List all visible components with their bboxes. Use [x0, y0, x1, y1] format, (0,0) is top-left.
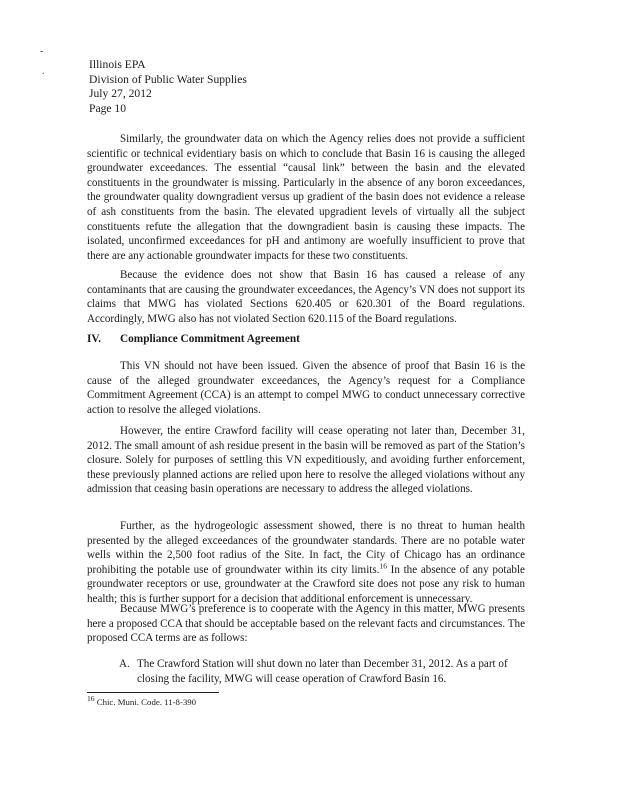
- body-paragraph: Because MWG’s preference is to cooperate with the Agency in this matter, MWG presents here a proposed CCA that should be acceptable based on the relevant facts and circumstances. The proposed CCA terms are as follows:: [87, 603, 525, 645]
- footnote-divider: [87, 692, 219, 693]
- body-paragraph: [87, 519, 525, 607]
- scan-mark: .: [42, 66, 45, 77]
- body-paragraph: However, the entire Crawford facility will cease operating not later than, December 31, 2012. The small amount of ash residue present in the basin will be removed as part of the Station’s closure. Solely for purposes of settling this VN expeditiously, and avoiding further enforcement, these previously planned actions are relied upon here to resolve the alleged violations without any admission that ceasing basin operations are necessary to address the alleged violations.: [87, 425, 525, 496]
- section-number: IV.: [87, 333, 101, 345]
- paragraph-text: In the absence of any potable groundwater receptors or use, groundwater at the Crawford site does not pose any risk to human health; this is further support for a decision that additional enforcement is unnecessary.: [87, 563, 525, 605]
- list-item-text: The Crawford Station will shut down no later than December 31, 2012. As a part of closing the facility, MWG will cease operation of Crawford Basin 16.: [137, 658, 508, 685]
- section-heading: [87, 333, 300, 345]
- body-paragraph: Similarly, the groundwater data on which the Agency relies does not provide a sufficient scientific or technical evidentiary basis on which to conclude that Basin 16 is causing the alleged groundwater exceedances. The essential “causal link” between the basin and the elevated constituents in the groundwater is missing. Particularly in the absence of any boron exceedances, the groundwater quality downgradient versus up gradient of the basin does not evidence a release of ash constituents from the basin. The elevated upgradient levels of virtually all the subject constituents refute the allegation that the downgradient basin is causing these impacts. The isolated, unconfirmed exceedances for pH and antimony are woefully insufficient to prove that there are any actionable groundwater impacts for these two constituents.: [87, 133, 525, 262]
- paragraph-text: Further, as the hydrogeologic assessment showed, there is no threat to human health presented by the alleged exceedances of the groundwater standards. There are no potable water wells within the 2,500 foot radius of the Site. In fact, the City of Chicago has an ordinance prohibiting the potable use of groundwater within its city limits.: [87, 520, 525, 576]
- footnote-number: 16: [87, 694, 95, 704]
- header-date: July 27, 2012: [89, 87, 152, 101]
- footnote-reference: 16: [379, 561, 387, 571]
- scan-mark: -: [40, 46, 44, 57]
- header-division: Division of Public Water Supplies: [89, 72, 247, 86]
- list-marker: A.: [119, 658, 130, 670]
- section-title: Compliance Commitment Agreement: [120, 333, 300, 345]
- body-paragraph: Because the evidence does not show that Basin 16 has caused a release of any contaminants that are causing the groundwater exceedances, the Agency’s VN does not support its claims that MWG has violated Sections 620.405 or 620.301 of the Board regulations. Accordingly, MWG also has not violated Section 620.115 of the Board regulations.: [87, 269, 525, 325]
- footnote-text: Chic. Muni. Code. 11-8-390: [96, 697, 197, 707]
- footnote: [87, 694, 197, 707]
- header-agency: Illinois EPA: [89, 58, 146, 71]
- header-page: Page 10: [89, 101, 127, 115]
- body-paragraph: This VN should not have been issued. Given the absence of proof that Basin 16 is the cause of the alleged groundwater exceedances, the Agency’s request for a Compliance Commitment Agreement (CCA) is an attempt to compel MWG to conduct unnecessary corrective action to resolve the alleged violations.: [87, 360, 525, 416]
- letter-header: [89, 58, 247, 116]
- list-item: [119, 657, 527, 686]
